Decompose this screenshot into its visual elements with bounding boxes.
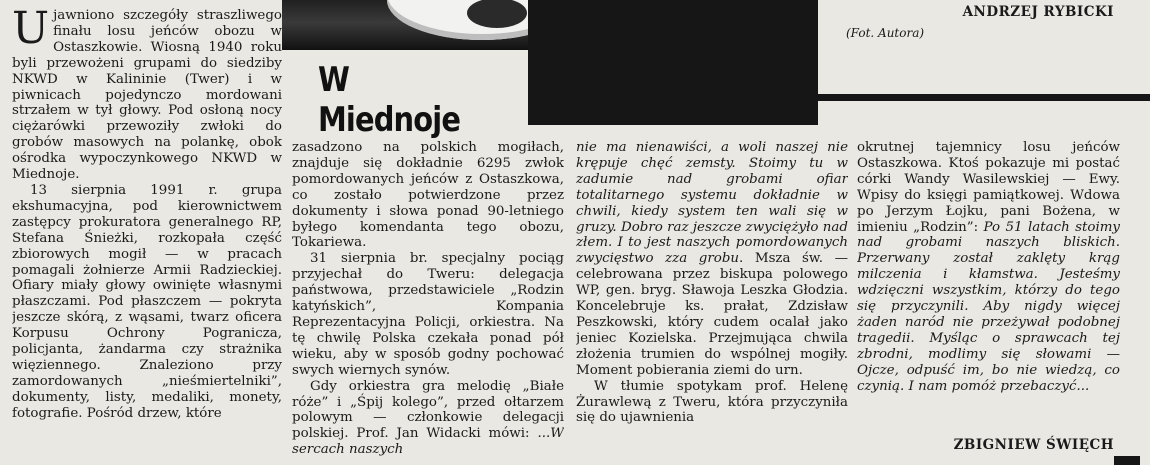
- paragraph: [12, 8, 282, 183]
- text-column-1: [12, 8, 282, 458]
- paragraph: 31 sierpnia br. specjalny pociąg przyjechał do Tweru: delegacja państwowa, przedstawiciele „Rodzin katyńskich”, Kompania Reprezentacyjna Policji, orkiestra. Na tę chwilę Polska czekała ponad pół wieku, aby w sposób godny pochować swych wiernych synów.: [292, 251, 564, 378]
- corner-mark-decoration: [1114, 456, 1140, 465]
- article-signature: ZBIGNIEW ŚWIĘCH: [953, 437, 1114, 453]
- eye-photograph: [282, 0, 567, 50]
- photo-credit: (Fot. Autora): [846, 26, 925, 40]
- quote-text: Po 51 latach stoimy nad grobami naszych bliskich. Przerwany został zaklęty krąg milczenia i kłamstwa. Jesteśmy wdzięczni wszystkim, którzy do tego się przyczynili. Aby nigdy więcej żaden naród nie przeżywał podobnej tragedii. Myśląc o sprawcach tej zbrodni, modlimy się słowami — Ojcze, odpuść im, bo nie wiedzą, co czynią. I nam pomóż przebaczyć...: [857, 219, 1120, 394]
- article-headline: W Miednoje: [318, 60, 461, 140]
- paragraph: [857, 140, 1120, 395]
- black-block-decoration: [528, 0, 818, 125]
- quote-text: ...W sercach naszych: [292, 426, 564, 458]
- paragraph-text: . Msza św. — celebrowana przez biskupa polowego WP, gen. bryg. Sławoja Leszka Głodzia. Koncelebruje ks. prałat, Zdzisław Peszkowski, który cudem ocalał jako jeniec Kozielska. Przejmująca chwila złożenia trumien do wspólnej mogiły. Moment pobierania ziemi do urn.: [576, 251, 848, 378]
- drop-cap: U: [12, 8, 50, 54]
- author-byline: ANDRZEJ RYBICKI: [962, 4, 1114, 20]
- text-column-4: [857, 140, 1120, 430]
- paragraph: [292, 379, 564, 459]
- paragraph-text: jawniono szczegóły straszliwego finału losu jeńców obozu w Ostaszkowie. Wiosną 1940 roku byli przewożeni grupami do siedziby NKWD w Kalininie (Twer) i w piwnicach pojedynczo mordowani strzałem w tył głowy. Pod osłoną nocy ciężarówki przewoziły zwłoki do grobów masowych na polankę, obok ośrodka wypoczynkowego NKWD w Miednoje.: [12, 8, 282, 183]
- horizontal-rule: [818, 94, 1150, 101]
- paragraph: 13 sierpnia 1991 r. grupa ekshumacyjna, pod kierownictwem zastępcy prokuratora generalnego RP, Stefana Śnieżki, rozkopała część zbiorowych mogił — w pracach pomagali żołnierze Armii Radzieckiej. Ofiary miały głowy owinięte własnymi płaszczami. Pod płaszczem — pokryta jeszcze skórą, z wąsami, twarz oficera Korpusu Ochrony Pogranicza, policjanta, żandarma czy strażnika więziennego. Znaleziono przy zamordowanych „nieśmiertelniki”, dokumenty, listy, medaliki, monety, fotografie. Pośród drzew, które: [12, 182, 282, 421]
- paragraph: zasadzono na polskich mogiłach, znajduje się dokładnie 6295 zwłok pomordowanych jeńców z Ostaszkowa, co zostało potwierdzone przez dokumenty i słowa ponad 90-letniego byłego komendanta tego obozu, Tokariewa.: [292, 140, 564, 251]
- text-column-2: [292, 140, 564, 460]
- paragraph-text: okrutnej tajemnicy losu jeńców Ostaszkowa. Ktoś pokazuje mi postać córki Wandy Wasilewskiej — Ewy. Wpisy do księgi pamiątkowej. Wdowa po Jerzym Łojku, pani Bożena, w imieniu „Rodzin”:: [857, 140, 1120, 235]
- text-column-3: [576, 140, 848, 460]
- paragraph-text: Gdy orkiestra gra melodię „Białe róże” i „Śpij kolego”, przed ołtarzem polowym — członkowie delegacji polskiej. Prof. Jan Widacki mówi:: [292, 378, 564, 442]
- paragraph: W tłumie spotykam prof. Helenę Żurawlewą z Tweru, która przyczyniła się do ujawnienia: [576, 378, 848, 426]
- quote-text: nie ma nienawiści, a woli naszej nie krępuje chęć zemsty. Stoimy tu w zadumie nad grobami ofiar totalitarnego systemu dokładnie w chwili, kiedy system ten wali się w gruzy. Dobro raz jeszcze zwyciężyło nad złem. I to jest naszych pomordowanych zwycięstwo zza grobu: [576, 140, 848, 267]
- paragraph: [576, 140, 848, 379]
